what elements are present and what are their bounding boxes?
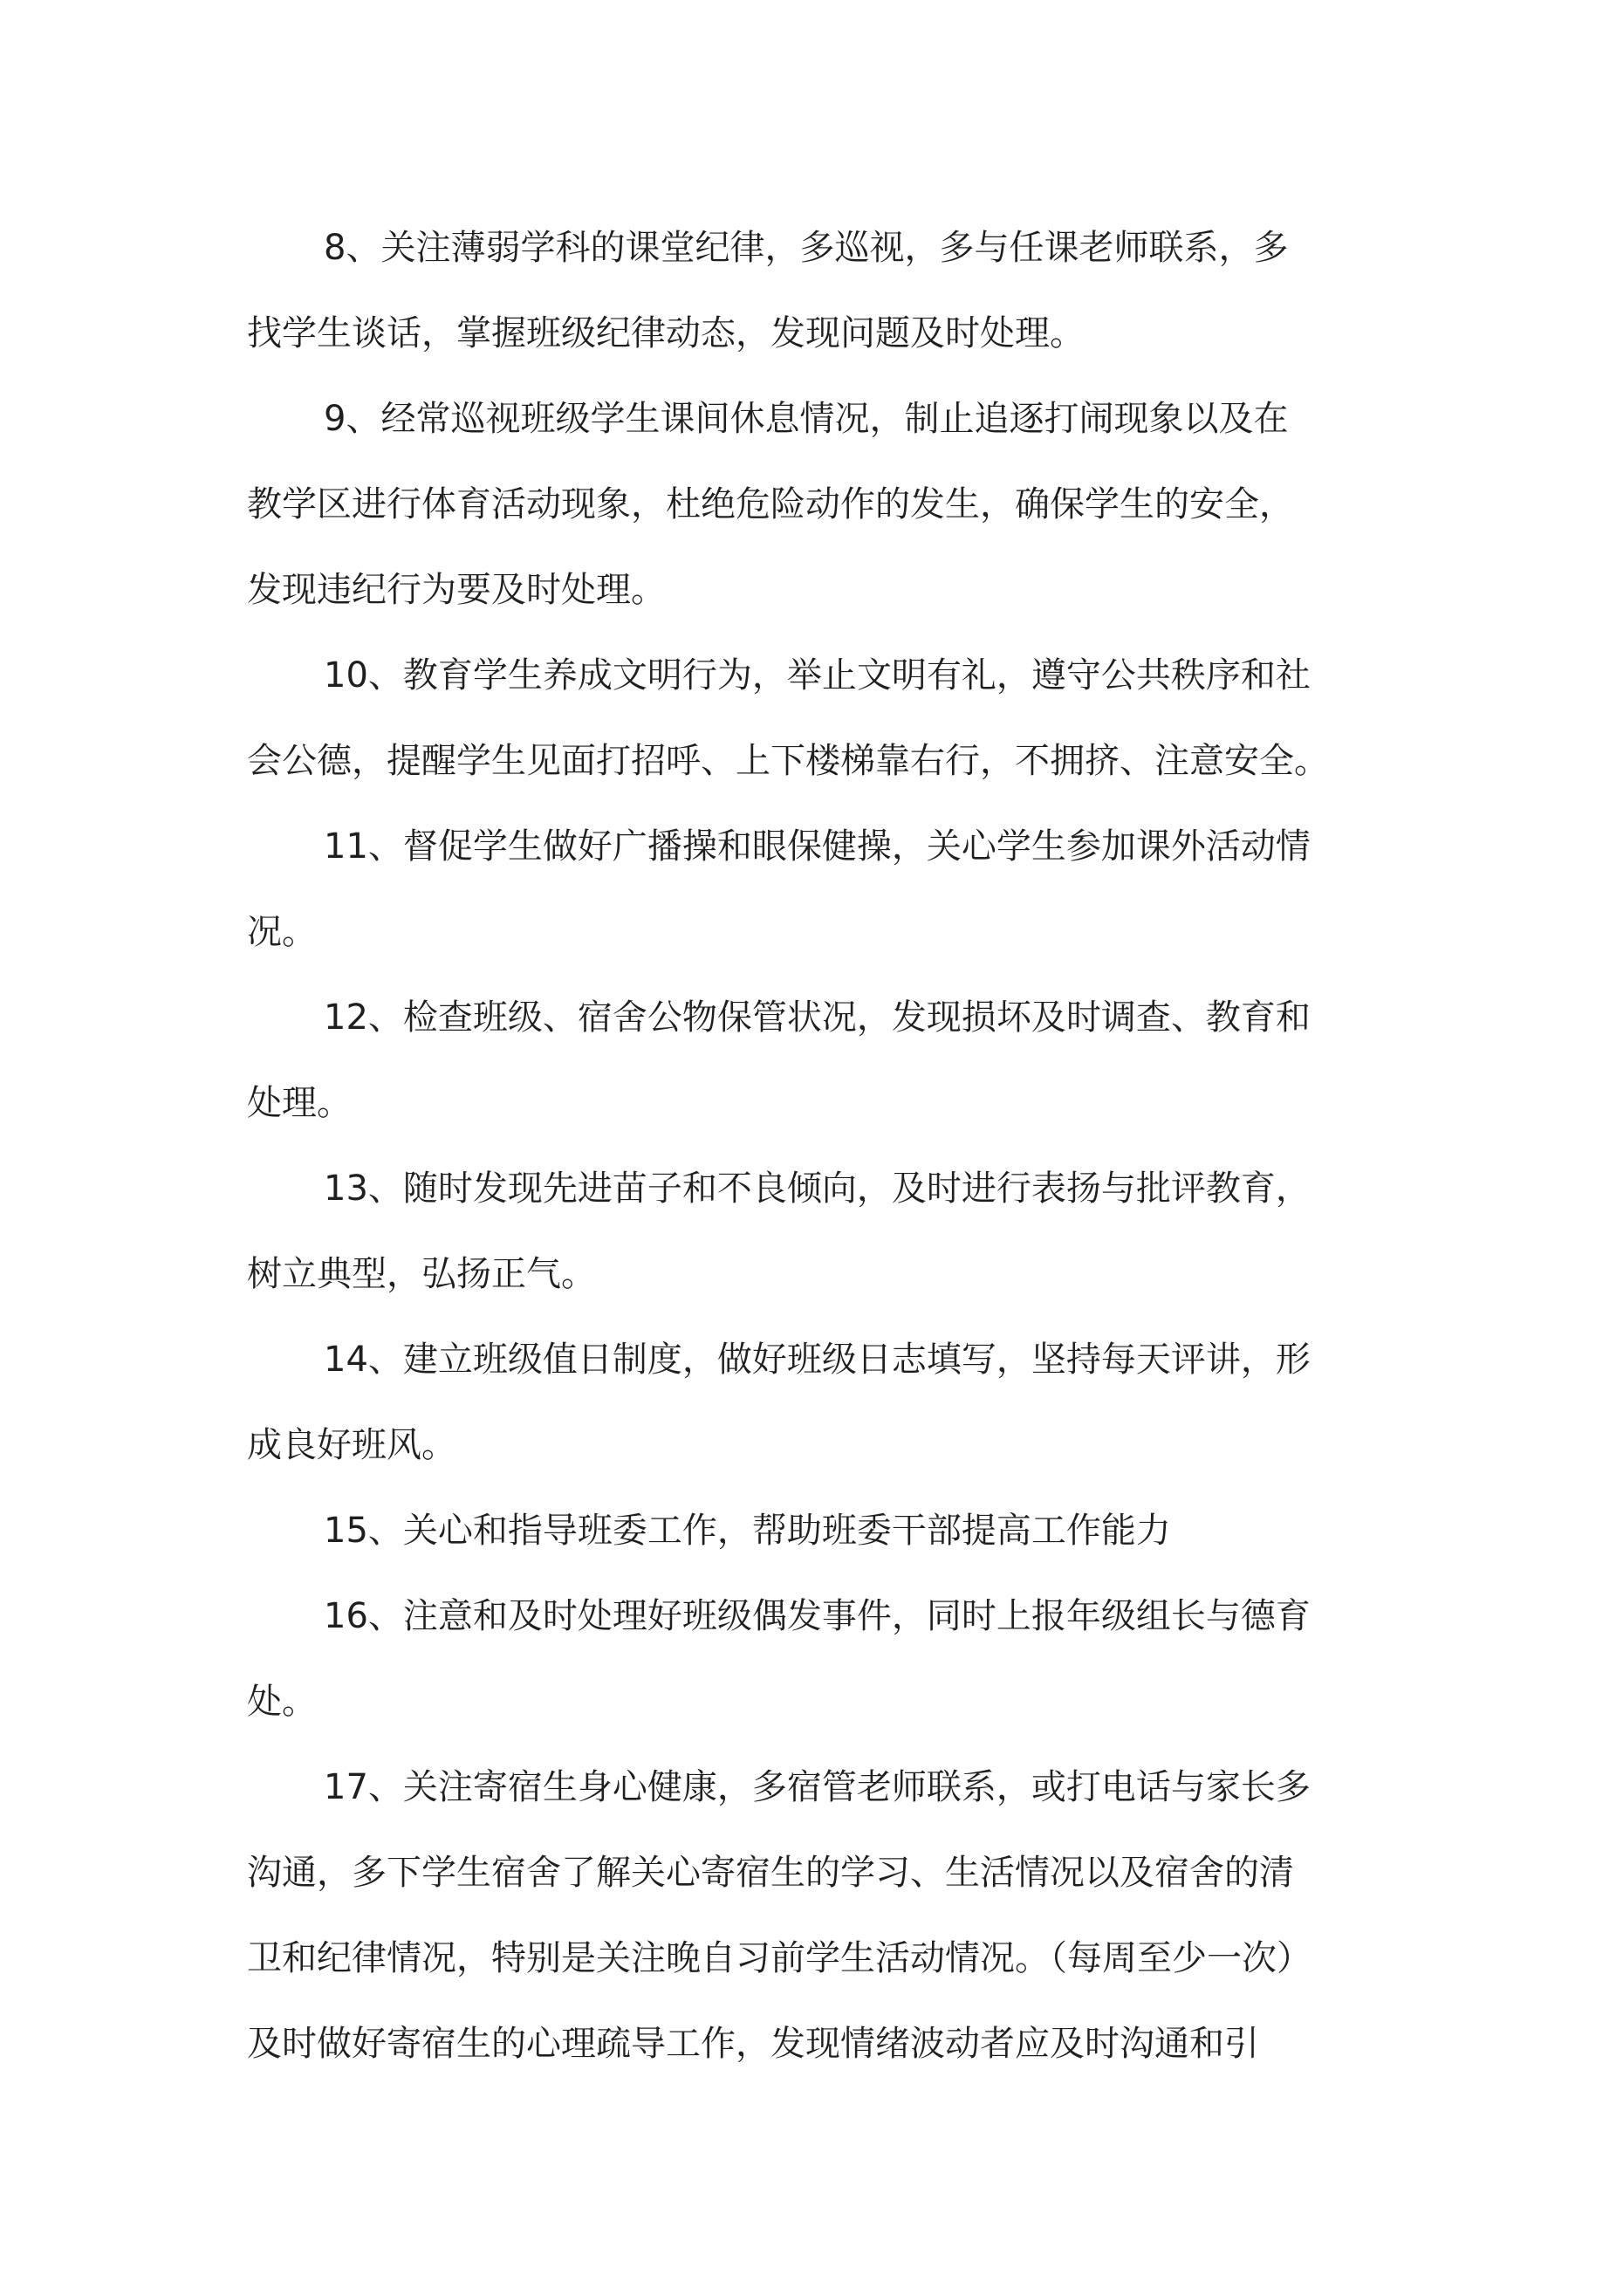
paragraph-line: 处。 — [247, 1682, 317, 1722]
paragraph-line: 找学生谈话，掌握班级纪律动态，发现问题及时处理。 — [247, 313, 1085, 353]
paragraph-line: 发现违纪行为要及时处理。 — [247, 570, 666, 610]
paragraph-item-10 — [247, 633, 1399, 804]
paragraph-line: 17、关注寄宿生身心健康，多宿管老师联系，或打电话与家长多 — [324, 1767, 1311, 1807]
paragraph-line: 会公德，提醒学生见面打招呼、上下楼梯靠右行，不拥挤、注意安全。 — [247, 741, 1329, 781]
paragraph-line: 9、经常巡视班级学生课间休息情况，制止追逐打闹现象以及在 — [324, 399, 1289, 439]
paragraph-item-9 — [247, 376, 1399, 633]
paragraph-item-12 — [247, 975, 1399, 1146]
paragraph-item-16 — [247, 1573, 1399, 1744]
paragraph-line: 12、检查班级、宿舍公物保管状况，发现损坏及时调查、教育和 — [324, 997, 1311, 1038]
paragraph-line: 11、督促学生做好广播操和眼保健操，关心学生参加课外活动情 — [324, 826, 1311, 867]
paragraph-line: 8、关注薄弱学科的课堂纪律，多巡视，多与任课老师联系，多 — [324, 228, 1289, 268]
paragraph-line: 处理。 — [247, 1083, 352, 1123]
paragraph-line: 13、随时发现先进苗子和不良倾向，及时进行表扬与批评教育， — [324, 1169, 1311, 1209]
paragraph-item-11 — [247, 804, 1399, 975]
paragraph-line: 教学区进行体育活动现象，杜绝危险动作的发生，确保学生的安全， — [247, 484, 1294, 524]
paragraph-line: 树立典型，弘扬正气。 — [247, 1254, 596, 1294]
paragraph-line: 及时做好寄宿生的心理疏导工作，发现情绪波动者应及时沟通和引 — [247, 2024, 1259, 2064]
paragraph-item-15 — [247, 1488, 1399, 1573]
paragraph-line: 10、教育学生养成文明行为，举止文明有礼，遵守公共秩序和社 — [324, 655, 1311, 696]
paragraph-item-17 — [247, 1744, 1399, 2087]
paragraph-line: 况。 — [247, 912, 317, 952]
paragraph-line: 15、关心和指导班委工作，帮助班委干部提高工作能力 — [324, 1511, 1171, 1551]
paragraph-line: 卫和纪律情况，特别是关注晚自习前学生活动情况。（每周至少一次） — [247, 1938, 1311, 1978]
paragraph-item-13 — [247, 1146, 1399, 1317]
paragraph-line: 沟通，多下学生宿舍了解关心寄宿生的学习、生活情况以及宿舍的清 — [247, 1853, 1294, 1893]
paragraph-item-8 — [247, 205, 1399, 376]
paragraph-line: 16、注意和及时处理好班级偶发事件，同时上报年级组长与德育 — [324, 1596, 1311, 1636]
document-body — [247, 205, 1399, 2087]
paragraph-line: 14、建立班级值日制度，做好班级日志填写，坚持每天评讲，形 — [324, 1340, 1311, 1380]
paragraph-line: 成良好班风。 — [247, 1425, 456, 1465]
paragraph-item-14 — [247, 1317, 1399, 1488]
